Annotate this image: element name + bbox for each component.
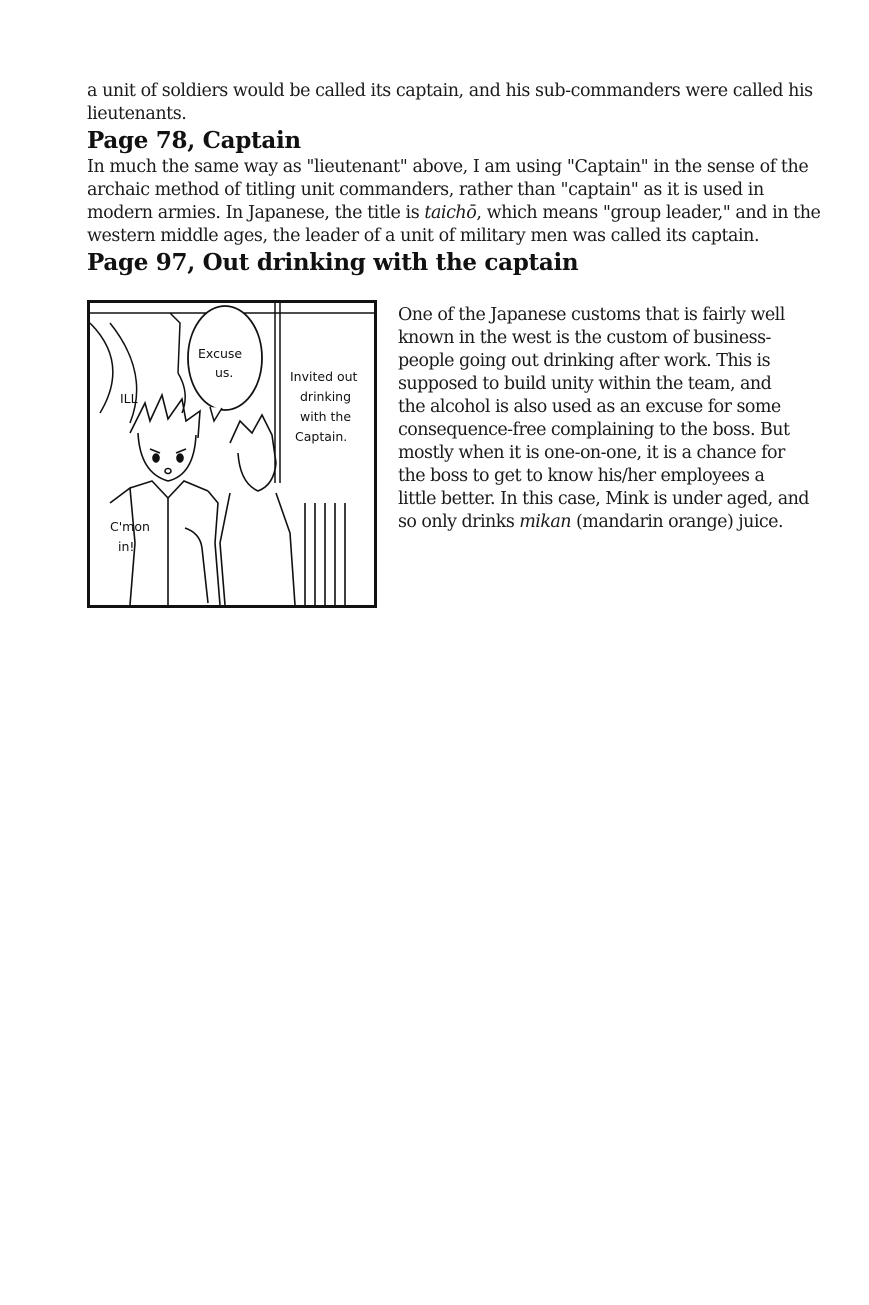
taicho-term: taichō [424,203,477,223]
section-heading-captain: Page 78, Captain [87,127,301,154]
manga-panel-image [87,300,377,608]
intro-paragraph [87,80,827,126]
speech-text-2: in! [118,539,135,554]
intro-line-2: lieutenants. [87,104,187,124]
figure-row [87,292,827,612]
drinking-line-9: little better. In this case, Mink is under aged, and [398,489,809,509]
bubble-text-2: us. [215,365,234,380]
captain-line-4: western middle ages, the leader of a unit of military men was called its captain. [87,226,760,246]
captain-line-3-end: , which means "group leader," and in the [476,203,821,223]
drinking-line-2: known in the west is the custom of business- [398,328,771,348]
drinking-line-6: consequence-free complaining to the boss. But [398,420,790,440]
captain-line-3-start: modern armies. In Japanese, the title is [87,203,425,223]
drinking-line-1: One of the Japanese customs that is fairly well [398,305,785,325]
section-heading-drinking: Page 97, Out drinking with the captain [87,249,579,276]
drinking-line-7: mostly when it is one-on-one, it is a chance for [398,443,785,463]
drinking-line-3: people going out drinking after work. This is [398,351,771,371]
drinking-line-8: the boss to get to know his/her employees a [398,466,765,486]
drinking-line-10-end: (mandarin orange) juice. [571,512,783,532]
narration-line-3: with the [300,409,352,424]
document-page [87,80,827,612]
character-drawing [110,395,348,605]
captain-paragraph [87,156,827,248]
bubble-text-1: Excuse [198,346,243,361]
narration-line-4: Captain. [295,429,348,444]
drinking-paragraph [398,304,830,534]
narration-line-1: Invited out [290,369,358,384]
narration-line-2: drinking [300,389,352,404]
mikan-term: mikan [519,512,572,532]
captain-line-2: archaic method of titling unit commanders, rather than "captain" as it is used in [87,180,764,200]
intro-line-1: a unit of soldiers would be called its captain, and his sub-commanders were called his [87,81,813,101]
drinking-line-4: supposed to build unity within the team, and [398,374,772,394]
sfx-text: ILL [120,391,138,406]
drinking-line-5: the alcohol is also used as an excuse for some [398,397,781,417]
captain-line-1: In much the same way as "lieutenant" above, I am using "Captain" in the sense of the [87,157,809,177]
drinking-line-10-start: so only drinks [398,512,520,532]
speech-text-1: C'mon [110,519,150,534]
